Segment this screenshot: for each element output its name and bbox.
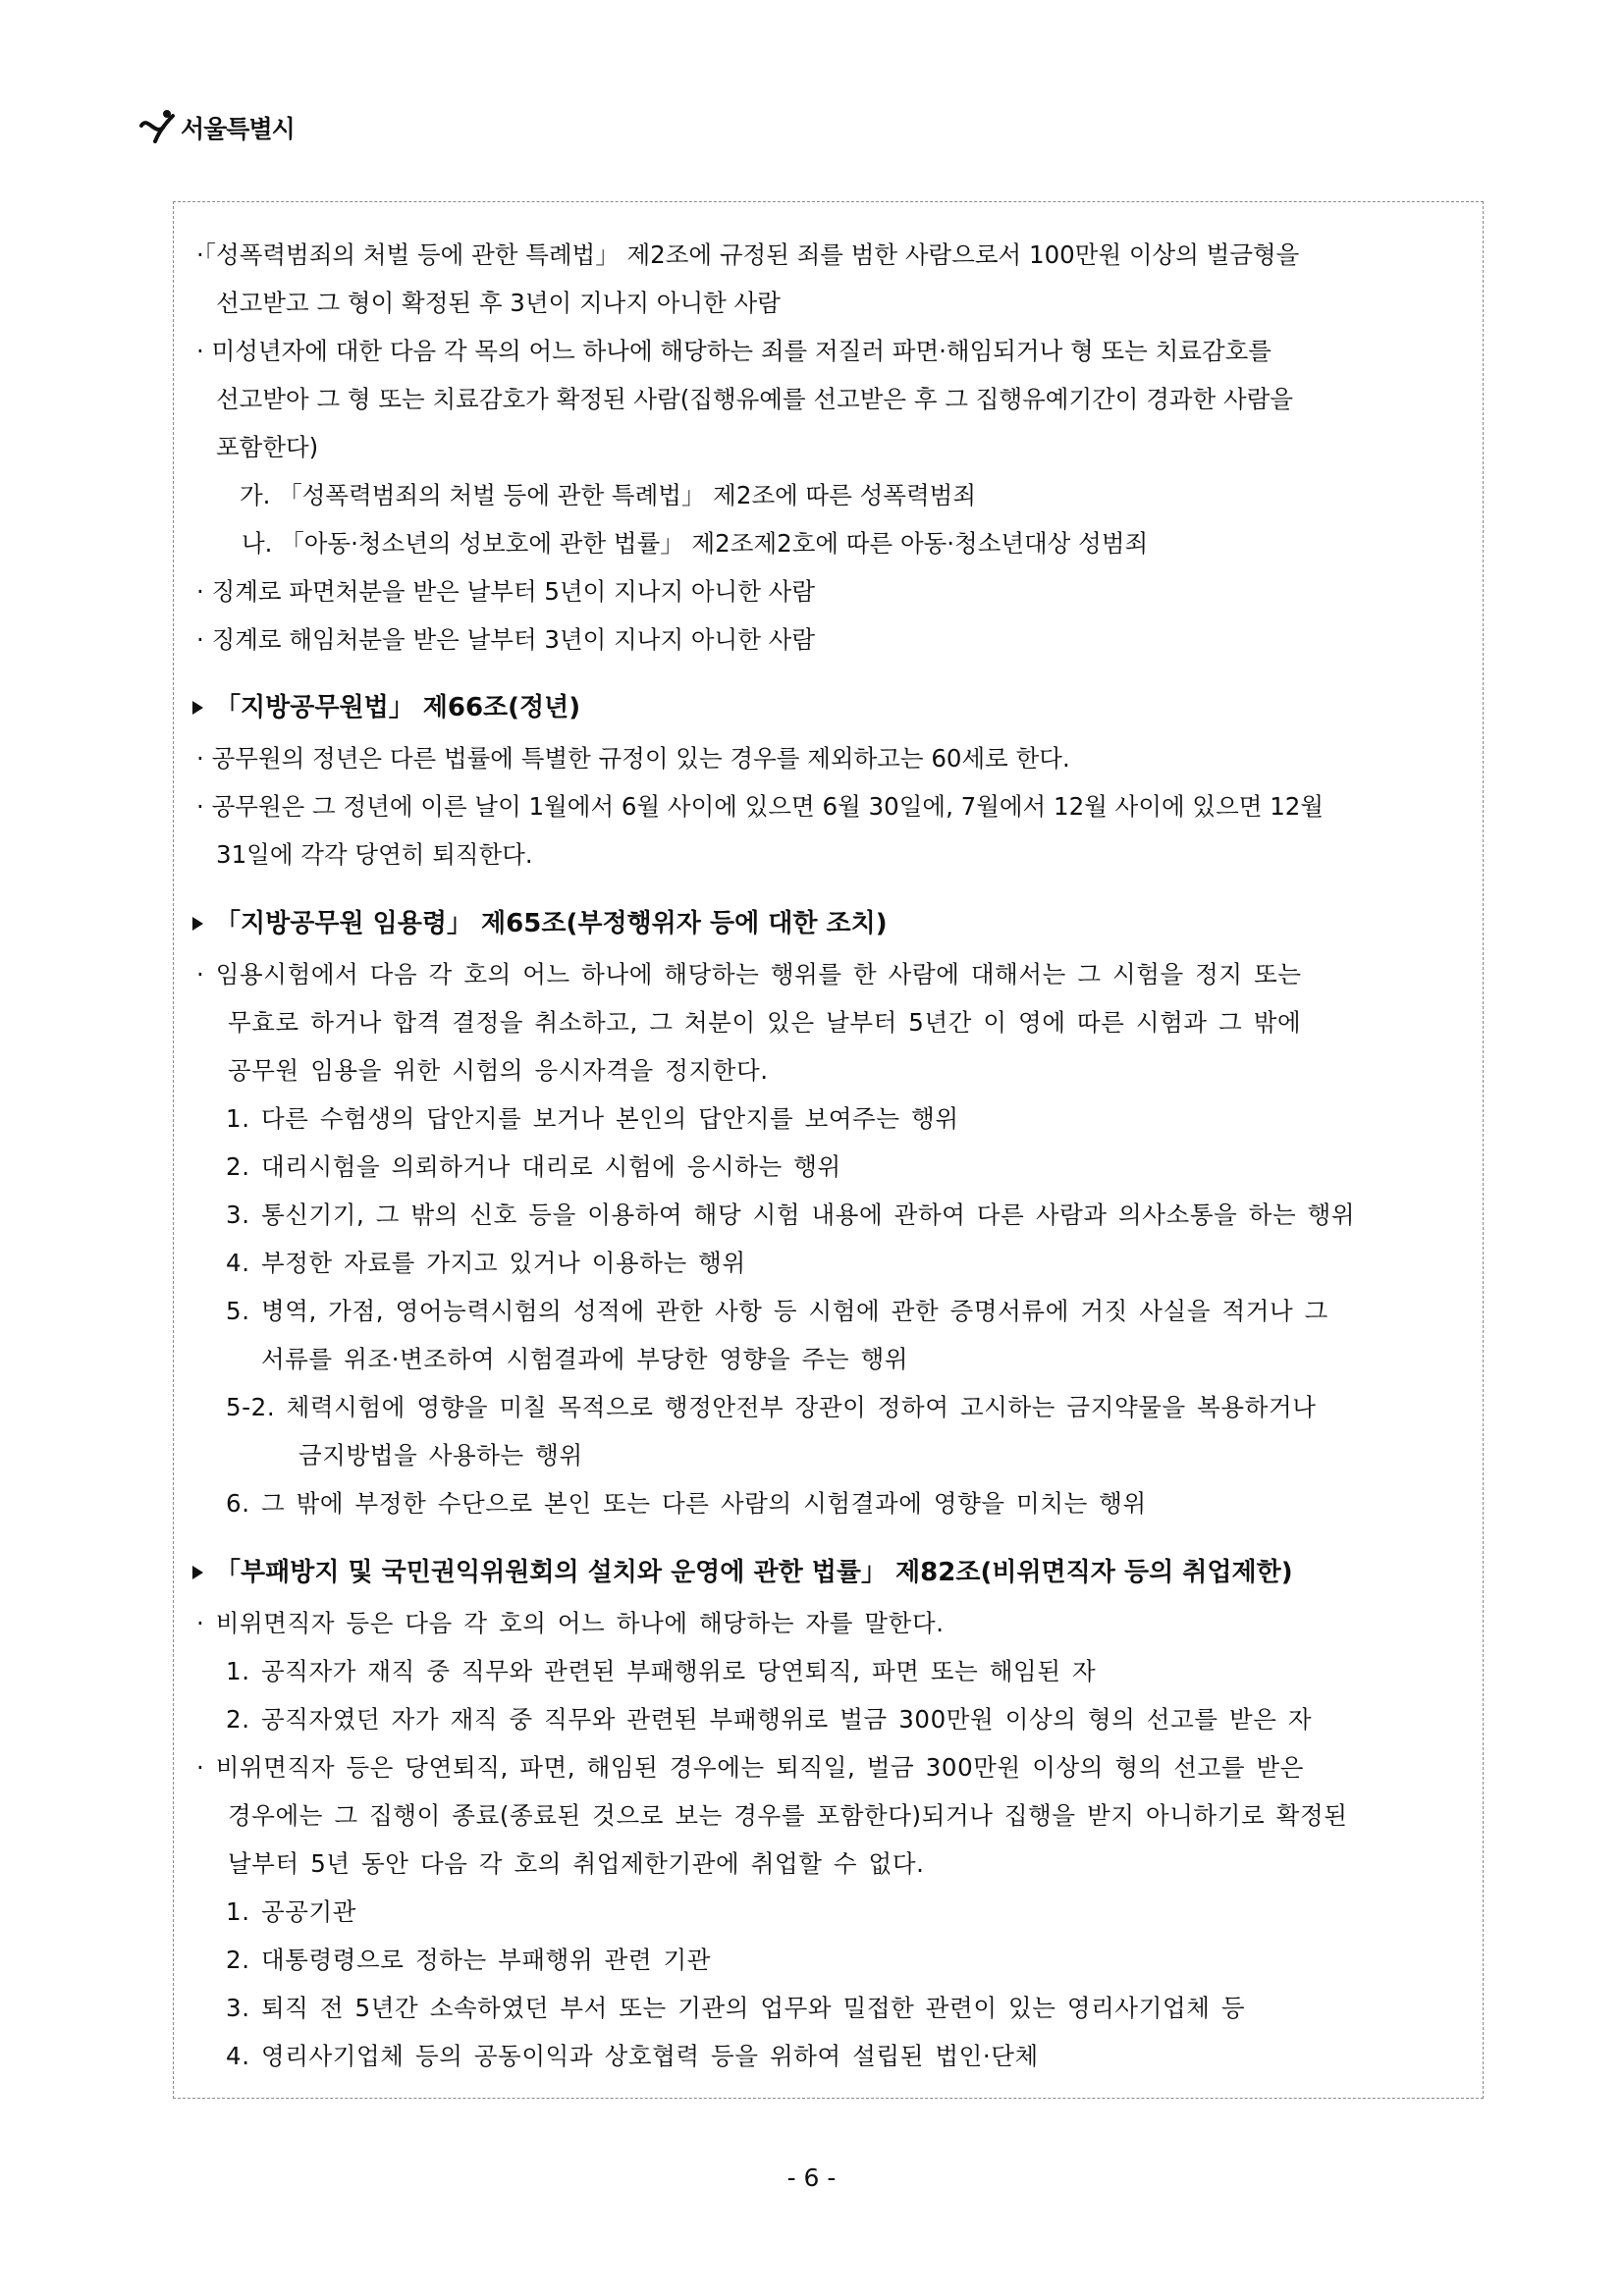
triangle-bullet-icon bbox=[192, 917, 203, 931]
org-name: 서울특별시 bbox=[181, 115, 295, 143]
text-line: · 임용시험에서 다음 각 호의 어느 하나에 해당하는 행위를 한 사람에 대해서는 그 시험을 정지 또는 bbox=[196, 960, 1302, 988]
text-line: · 비위면직자 등은 당연퇴직, 파면, 해임된 경우에는 퇴직일, 벌금 300만원 이상의 형의 선고를 받은 bbox=[196, 1753, 1305, 1782]
list-item: 3. 퇴직 전 5년간 소속하였던 부서 또는 기관의 업무와 밀접한 관련이 있는 영리사기업체 등 bbox=[226, 1994, 1246, 2022]
text-line: 나. 「아동·청소년의 성보호에 관한 법률」 제2조제2호에 따른 아동·청소년대상 성범죄 bbox=[242, 529, 1149, 558]
text-line: · 미성년자에 대한 다음 각 목의 어느 하나에 해당하는 죄를 저질러 파면·해임되거나 형 또는 치료감호를 bbox=[196, 337, 1271, 365]
text-line: · 공무원은 그 정년에 이른 날이 1월에서 6월 사이에 있으면 6월 30일에, 7월에서 12월 사이에 있으면 12월 bbox=[196, 792, 1325, 821]
list-item: 금지방법을 사용하는 행위 bbox=[298, 1441, 583, 1469]
text-line: · 징계로 해임처분을 받은 날부터 3년이 지나지 아니한 사람 bbox=[196, 625, 816, 654]
page-number: - 6 - bbox=[786, 2163, 837, 2192]
text-line: · 공무원의 정년은 다른 법률에 특별한 규정이 있는 경우를 제외하고는 60세로 한다. bbox=[196, 744, 1070, 773]
list-item: 1. 공공기관 bbox=[226, 1897, 357, 1926]
section-heading-text: 「부패방지 및 국민권익위원회의 설치와 운영에 관한 법률」 제82조(비위면직자 등의 취업제한) bbox=[215, 1558, 1293, 1587]
text-line: · 징계로 파면처분을 받은 날부터 5년이 지나지 아니한 사람 bbox=[196, 577, 816, 606]
section-heading-text: 「지방공무원 임용령」 제65조(부정행위자 등에 대한 조치) bbox=[215, 909, 888, 938]
list-item: 서류를 위조·변조하여 시험결과에 부당한 영향을 주는 행위 bbox=[261, 1345, 909, 1373]
text-line: 포함한다) bbox=[216, 433, 319, 461]
list-item: 6. 그 밖에 부정한 수단으로 본인 또는 다른 사람의 시험결과에 영향을 미치는 행위 bbox=[226, 1489, 1147, 1518]
text-line: 가. 「성폭력범죄의 처벌 등에 관한 특례법」 제2조에 따른 성폭력범죄 bbox=[240, 481, 977, 509]
section-heading-2 bbox=[192, 907, 888, 940]
triangle-bullet-icon bbox=[192, 1566, 203, 1579]
list-item: 4. 부정한 자료를 가지고 있거나 이용하는 행위 bbox=[226, 1249, 746, 1277]
text-line: 선고받고 그 형이 확정된 후 3년이 지나지 아니한 사람 bbox=[216, 289, 781, 317]
section-heading-3 bbox=[192, 1556, 1293, 1589]
list-item: 4. 영리사기업체 등의 공동이익과 상호협력 등을 위하여 설립된 법인·단체 bbox=[226, 2042, 1039, 2070]
list-item: 2. 공직자였던 자가 재직 중 직무와 관련된 부패행위로 벌금 300만원 이상의 형의 선고를 받은 자 bbox=[226, 1705, 1313, 1734]
section-heading-text: 「지방공무원법」 제66조(정년) bbox=[215, 693, 581, 722]
list-item: 2. 대리시험을 의뢰하거나 대리로 시험에 응시하는 행위 bbox=[226, 1152, 841, 1181]
seoul-logo bbox=[137, 106, 295, 149]
list-item: 1. 공직자가 재직 중 직무와 관련된 부패행위로 당연퇴직, 파면 또는 해임된 자 bbox=[226, 1657, 1097, 1685]
list-item: 2. 대통령령으로 정하는 부패행위 관련 기관 bbox=[226, 1946, 712, 1974]
text-line: 31일에 각각 당연히 퇴직한다. bbox=[216, 840, 533, 869]
list-item: 3. 통신기기, 그 밖의 신호 등을 이용하여 해당 시험 내용에 관하여 다른 사람과 의사소통을 하는 행위 bbox=[226, 1201, 1356, 1229]
text-line: 날부터 5년 동안 다음 각 호의 취업제한기관에 취업할 수 없다. bbox=[228, 1849, 925, 1878]
triangle-bullet-icon bbox=[192, 701, 203, 715]
text-line: 선고받아 그 형 또는 치료감호가 확정된 사람(집행유예를 선고받은 후 그 집행유예기간이 경과한 사람을 bbox=[216, 385, 1294, 413]
text-line: · 비위면직자 등은 다음 각 호의 어느 하나에 해당하는 자를 말한다. bbox=[196, 1609, 945, 1637]
list-item: 5-2. 체력시험에 영향을 미칠 목적으로 행정안전부 장관이 정하여 고시하는 금지약물을 복용하거나 bbox=[226, 1393, 1317, 1421]
text-line: 무효로 하거나 합격 결정을 취소하고, 그 처분이 있은 날부터 5년간 이 영에 따른 시험과 그 밖에 bbox=[228, 1008, 1302, 1037]
seoul-logo-icon bbox=[137, 106, 179, 149]
list-item: 5. 병역, 가점, 영어능력시험의 성적에 관한 사항 등 시험에 관한 증명서류에 거짓 사실을 적거나 그 bbox=[226, 1297, 1328, 1325]
text-line: 경우에는 그 집행이 종료(종료된 것으로 보는 경우를 포함한다)되거나 집행을 받지 아니하기로 확정된 bbox=[228, 1801, 1348, 1830]
section-heading-1 bbox=[192, 691, 580, 724]
text-line: ·「성폭력범죄의 처벌 등에 관한 특례법」 제2조에 규정된 죄를 범한 사람으로서 100만원 이상의 벌금형을 bbox=[196, 240, 1300, 269]
text-line: 공무원 임용을 위한 시험의 응시자격을 정지한다. bbox=[228, 1056, 769, 1085]
list-item: 1. 다른 수험생의 답안지를 보거나 본인의 답안지를 보여주는 행위 bbox=[226, 1104, 959, 1133]
